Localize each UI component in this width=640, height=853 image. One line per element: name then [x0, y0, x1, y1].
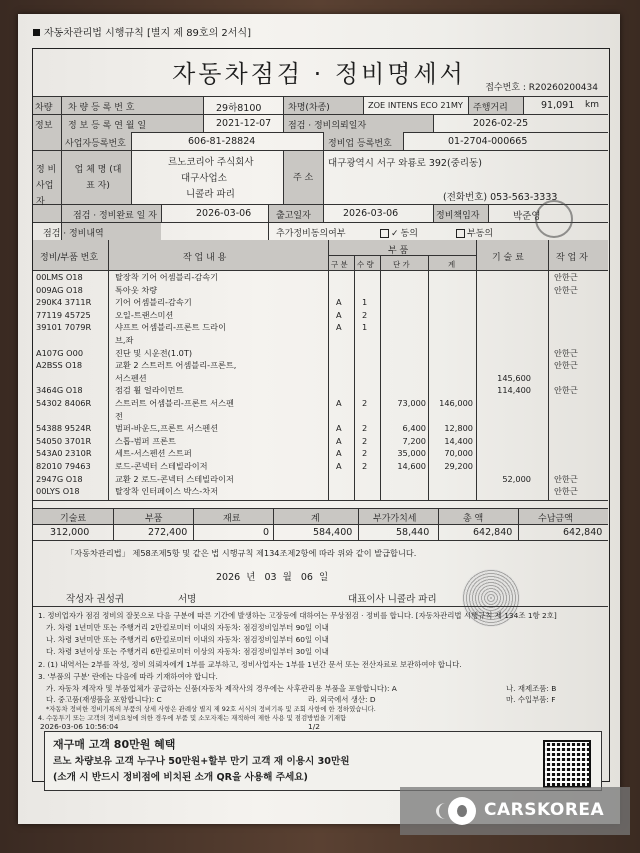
cell-work: 로드-콘넥터 스테빌라이저: [115, 461, 208, 471]
tot-sum: 584,400: [313, 527, 353, 538]
document-title: 자동차점검 · 정비명세서: [172, 60, 466, 88]
out-date-value: 2026-03-06: [343, 208, 399, 219]
tot-h-parts: 부품: [145, 514, 163, 524]
cell-unit: 6,400: [402, 423, 426, 434]
tot-h-vat: 부가가치세: [373, 514, 417, 524]
agree-option[interactable]: ✓ 동의: [380, 226, 418, 239]
cell-work: 톡아웃 차량: [115, 284, 158, 295]
vehicle-side-label-1: 차량: [35, 103, 53, 113]
col-qty: 수 량: [357, 260, 374, 269]
cell-no: 2947G O18: [36, 473, 83, 484]
biz-no-label: 사업자등록번호: [65, 139, 126, 149]
note-3e: 마. 수입부품: F: [506, 695, 556, 704]
mileage-label: 주행거리: [473, 103, 508, 113]
cell-work: 진단 및 시운전(1.0T): [115, 347, 193, 358]
disagree-checkbox[interactable]: [456, 229, 465, 238]
reg-no-value: 29하8100: [216, 103, 262, 114]
cell-labor: 145,600: [497, 372, 531, 383]
cell-worker: 안한근: [554, 486, 578, 497]
cell-work: 전: [115, 410, 123, 421]
cell-work: 탈장착 기어 어셈블리-감속기: [115, 272, 219, 282]
model-value: ZOE INTENS ECO 21MY: [368, 100, 463, 110]
note-star: *자동차 정비한 정비기록의 부품의 상세 사항은 관례상 별지 제 92호 서식의 정비기록 및 조회 사항에 한 정하였습니다.: [46, 705, 376, 713]
law-note: 자동차관리법 시행규칙 [별지 제 89호의 2서식]: [33, 24, 251, 39]
statement-text: 「자동차관리법」 제58조제5항 및 같은 법 시행규칙 제134조제2항에 따라 위와 같이 발급합니다.: [66, 548, 417, 558]
receipt-number: 접수번호 : R20260200434: [485, 83, 598, 93]
note-1b: 나. 차령 3년미만 또는 주행거리 6만킬로미터 이내의 자동차: 점검정비일부터 60일 이내: [46, 635, 329, 644]
cell-no: 00LYS O18: [36, 486, 80, 497]
promo-line-1: 재구매 고객 80만원 혜택: [53, 738, 176, 751]
cell-unit: 14,600: [397, 461, 426, 471]
cell-total: 14,400: [444, 435, 473, 446]
cell-work: 교환 2 스트러트 어셈블리-프론트,: [115, 360, 237, 371]
cell-work: 서스펜션: [115, 372, 147, 383]
cell-cls: A: [336, 461, 342, 471]
done-date-value: 2026-03-06: [196, 208, 252, 219]
cell-no: 77119 45725: [36, 309, 91, 320]
note-1a: 가. 차령 1년미만 또는 주행거리 2만킬로미터 이내의 자동차: 점검정비일부터 90일 이내: [46, 623, 329, 632]
tot-h-sum: 계: [311, 514, 320, 524]
tot-total: 642,840: [473, 527, 513, 538]
tot-h-total: 총 액: [463, 514, 484, 524]
cell-qty: 2: [362, 435, 368, 446]
cell-no: 39101 7079R: [36, 322, 92, 333]
cell-worker: 안한근: [554, 385, 578, 396]
cell-total: 12,800: [444, 423, 473, 434]
cell-no: 3464G O18: [36, 385, 83, 396]
manager-value: 박준영: [513, 211, 541, 222]
cell-work: 샤프트 어셈블리-프론트 드라이: [115, 322, 226, 333]
mileage-value: 91,091: [541, 100, 575, 111]
cell-unit: 73,000: [397, 398, 426, 408]
cell-qty: 2: [362, 398, 368, 408]
history-label: 점검 · 정비내역: [43, 229, 104, 239]
tel-value: (전화번호) 053-563-3333: [443, 192, 558, 203]
square-bullet-icon: [33, 29, 40, 36]
request-date-label: 점검 · 정비의뢰일자: [288, 121, 367, 131]
promo-line-2: 르노 차량보유 고객 누구나 50만원+할부 만기 고객 재 이용시 30만원: [53, 756, 350, 767]
manager-label: 정비책임자: [436, 211, 480, 221]
inspection-statement-paper: [18, 14, 620, 824]
cell-total: 29,200: [444, 461, 473, 471]
vehicle-side-label-2: 정보: [35, 121, 53, 131]
col-total: 계: [448, 260, 456, 269]
promo-line-3: (소개 시 반드시 정비점에 비치된 소개 QR을 사용해 주세요): [53, 772, 308, 783]
tot-receive: 642,840: [563, 527, 603, 538]
mileage-unit: km: [585, 100, 599, 110]
qr-code-icon[interactable]: [543, 740, 591, 788]
tot-parts: 272,400: [148, 527, 188, 538]
agree-checkbox[interactable]: [380, 229, 389, 238]
tot-h-labor: 기술료: [60, 514, 87, 524]
cell-work: 교환 2 로드-콘넥터 스테빌라이저: [115, 473, 234, 484]
cell-cls: A: [336, 435, 342, 446]
col-parts: 부 품: [388, 246, 409, 256]
check-mark-icon: ✓: [391, 229, 399, 239]
writer-label: 작성자 권성귀: [66, 594, 125, 605]
cell-unit: 7,200: [402, 435, 426, 446]
cell-worker: 안한근: [554, 473, 578, 484]
reg-date-value: 2021-12-07: [216, 118, 272, 129]
model-label: 차명(차종): [288, 103, 330, 113]
cell-qty: 1: [362, 297, 368, 308]
cell-work: 범퍼-바운드,프론트 서스펜션: [115, 423, 219, 434]
cell-total: 70,000: [444, 448, 473, 459]
manager-seal: [535, 200, 573, 238]
col-unit-price: 단 가: [393, 260, 410, 269]
cell-cls: A: [336, 322, 342, 333]
cell-work: 스톱-범퍼 프론트: [115, 435, 176, 446]
address-value: 대구광역시 서구 와룡로 392(중리동): [328, 158, 482, 169]
cell-no: 290K4 3711R: [36, 297, 92, 308]
cell-unit: 35,000: [397, 448, 426, 459]
cell-cls: A: [336, 398, 342, 408]
cell-total: 146,000: [439, 398, 473, 408]
cell-worker: 안한근: [554, 284, 578, 295]
cell-no: A107G O00: [36, 347, 84, 358]
address-label: 주 소: [293, 173, 314, 183]
shop-side-label: 정 비 사업자: [36, 165, 57, 207]
tot-h-material: 재료: [223, 514, 241, 524]
note-4: 4. 수동투기 또는 고객의 정비요청에 의한 경우에 부품 및 소모자재는 재적하여 제한 사용 및 점검방법을 기재함: [38, 714, 347, 722]
cell-work: 점검 휠 얼라이먼트: [115, 385, 184, 396]
done-date-label: 점검 · 정비완료 일 자: [73, 211, 157, 221]
cell-labor: 52,000: [502, 473, 531, 484]
note-3a: 가. 자동차 제작자 및 부품업체가 공급하는 신품(자동차 제작사의 경우에는 사후관리용 부품을 포함합니다): A: [46, 684, 397, 693]
issue-date: 2026 년 03 월 06 일: [216, 572, 329, 583]
cell-cls: A: [336, 423, 342, 434]
cell-cls: A: [336, 297, 342, 308]
note-1: 1. 정비업자가 점검 정비의 잘못으로 다음 구분에 따른 기간에 발생하는 고장등에 대하여는 무상점검 · 정비를 합니다. [자동차관리법 시행규칙 제 134조 1항 2호]: [38, 611, 557, 620]
promo-banner: [44, 731, 602, 791]
disagree-option[interactable]: 부동의: [456, 226, 493, 239]
cell-no: 543A0 2310R: [36, 448, 92, 459]
cell-work: 세트-서스펜션 스트퍼: [115, 448, 192, 459]
tot-material: 0: [263, 527, 270, 538]
cell-qty: 2: [362, 448, 368, 459]
representative: 대표이사 니콜라 파리: [348, 594, 437, 605]
cell-no: A2BSS O18: [36, 360, 83, 371]
col-part-no: 정비/부품 번호: [40, 253, 99, 263]
watermark-text: CARSKOREA: [484, 800, 605, 820]
reg-no-label: 차 량 등 록 번 호: [68, 103, 135, 113]
cell-cls: A: [336, 309, 342, 320]
company-name: 르노코리아 주식회사: [168, 157, 254, 168]
note-3b: 나. 재제조품: B: [506, 684, 557, 693]
print-timestamp: 2026-03-06 10:56:04: [40, 722, 119, 731]
cell-labor: 114,400: [497, 385, 531, 396]
cell-no: 54388 9524R: [36, 423, 92, 434]
out-date-label: 출고일자: [276, 211, 311, 221]
cell-qty: 2: [362, 461, 368, 471]
cell-no: 82010 79463: [36, 461, 91, 471]
company-label: 업 체 명 (대 표 자): [74, 165, 122, 191]
cell-work: 스트러트 어셈블리-프론트 서스펜: [115, 398, 234, 408]
cell-no: 00LMS O18: [36, 272, 83, 282]
cell-no: 009AG O18: [36, 284, 83, 295]
cell-cls: A: [336, 448, 342, 459]
col-labor: 기 술 료: [492, 253, 524, 263]
cell-worker: 안한근: [554, 272, 578, 282]
cell-worker: 안한근: [554, 347, 578, 358]
col-work: 작 업 내 용: [183, 253, 227, 263]
carskorea-watermark: [400, 787, 630, 835]
carskorea-logo-icon: [448, 797, 476, 825]
tot-h-receive: 수납금액: [538, 514, 573, 524]
note-3: 3. '부품의 구분' 란에는 다음에 따라 기재하여야 합니다.: [38, 672, 218, 681]
note-2: 2. (1) 내역서는 2부를 작성, 정비 의뢰자에게 1부를 교부하고, 정비사업자는 1부를 1년간 문서 또는 전산자료로 보관하여야 합니다.: [38, 660, 462, 669]
cell-qty: 1: [362, 322, 368, 333]
tot-labor: 312,000: [50, 527, 90, 538]
cell-work: 브,좌: [115, 335, 134, 345]
cell-no: 54302 8406R: [36, 398, 92, 408]
note-3c: 다. 중고품(재생품을 포함합니다): C: [46, 695, 162, 704]
note-3d: 라. 외국에서 생산: D: [308, 695, 376, 704]
cell-work: 탈장착 인터페이스 박스-차저: [115, 486, 219, 497]
cell-no: 54050 3701R: [36, 435, 92, 446]
cell-worker: 안한근: [554, 360, 578, 371]
company-rep: 니콜라 파리: [186, 189, 235, 200]
company-branch: 대구사업소: [181, 173, 227, 184]
additional-consent-label: 추가정비동의여부: [276, 229, 346, 239]
cell-qty: 2: [362, 423, 368, 434]
request-date-value: 2026-02-25: [473, 118, 529, 129]
col-class: 구 분: [331, 260, 348, 269]
cell-work: 오일-트랜스미션: [115, 309, 174, 320]
tot-vat: 58,440: [396, 527, 430, 538]
reg-date-label: 정 보 등 록 연 월 일: [68, 121, 147, 131]
shop-reg-label: 정비업 등록번호: [328, 139, 392, 149]
shop-reg-value: 01-2704-000665: [448, 136, 528, 147]
col-worker: 작 업 자: [556, 253, 588, 263]
cell-qty: 2: [362, 309, 368, 320]
note-1c: 다. 차령 3년이상 또는 주행거리 6만킬로미터 이상의 자동차: 점검정비일부터 30일 이내: [46, 647, 329, 656]
biz-no-value: 606-81-28824: [188, 136, 256, 147]
writer-sign: 서명: [178, 594, 197, 605]
page-number: 1/2: [308, 722, 320, 731]
cell-work: 기어 어셈블리-감속기: [115, 297, 192, 308]
